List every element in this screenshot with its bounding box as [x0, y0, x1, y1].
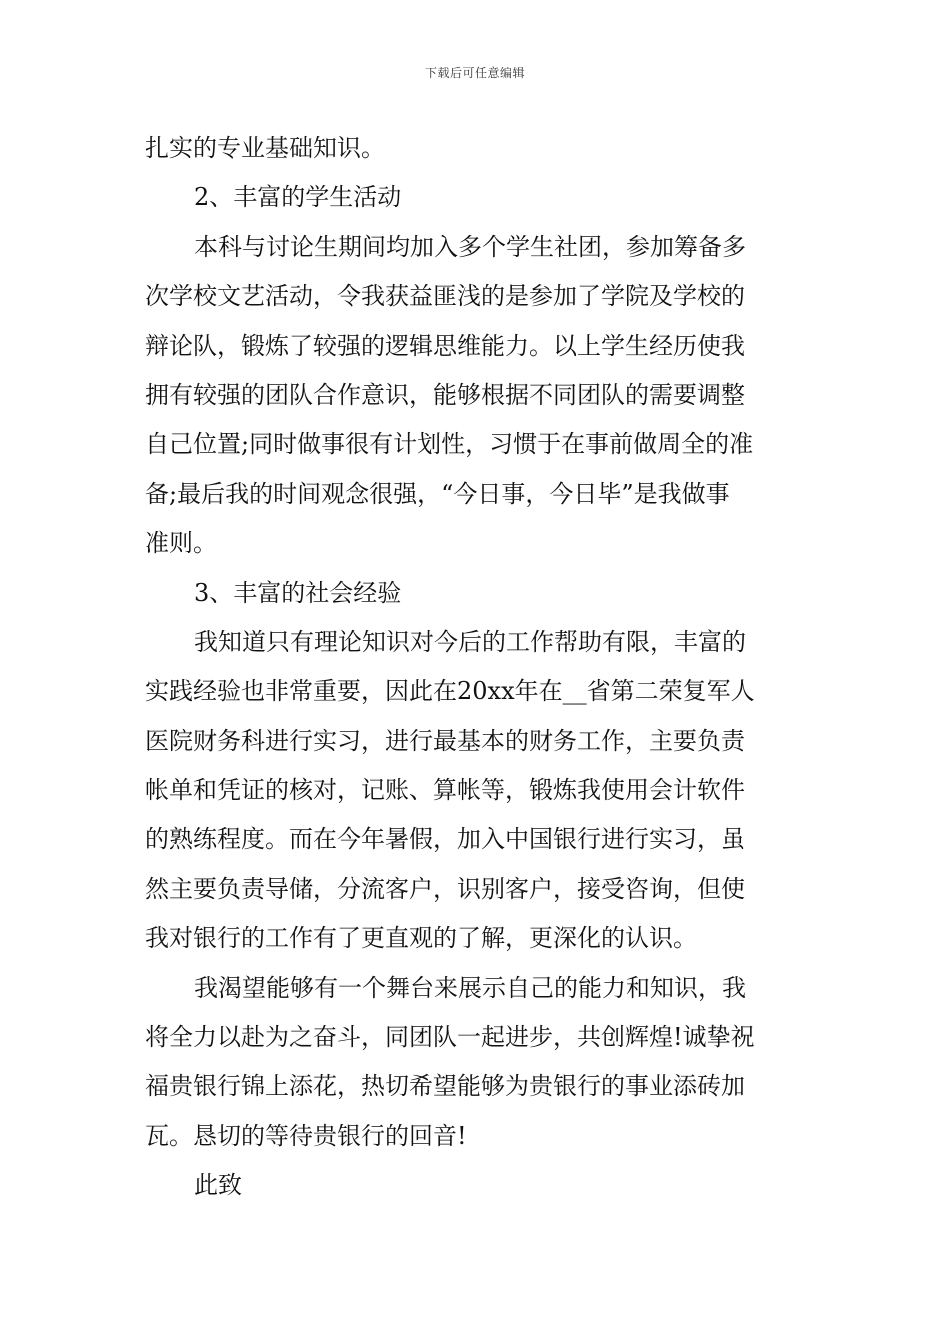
text-line: 次学校文艺活动，令我获益匪浅的是参加了学院及学校的 [145, 282, 745, 311]
closing-salutation: 此致 [194, 1171, 242, 1200]
document-body [145, 124, 810, 1211]
text-line: 医院财务科进行实习，进行最基本的财务工作，主要负责 [145, 726, 745, 755]
text-line: 自己位置;同时做事很有计划性，习惯于在事前做周全的准 [145, 430, 754, 459]
text-line: 然主要负责导储，分流客户，识别客户，接受咨询，但使 [145, 874, 745, 903]
paragraph-start: 我渴望能够有一个舞台来展示自己的能力和知识，我 [194, 973, 746, 1002]
text-line: 实践经验也非常重要，因此在20xx年在__省第二荣复军人 [145, 677, 755, 706]
page-header: 下载后可任意编辑 [424, 66, 525, 80]
text-line: 准则。 [145, 529, 217, 558]
text-line: 备;最后我的时间观念很强，“今日事，今日毕”是我做事 [145, 479, 730, 508]
text-line: 瓦。恳切的等待贵银行的回音! [145, 1121, 467, 1150]
section-heading-student-activities: 2、丰富的学生活动 [194, 183, 402, 212]
text-line: 辩论队，锻炼了较强的逻辑思维能力。以上学生经历使我 [145, 331, 745, 360]
text-line: 的熟练程度。而在今年暑假，加入中国银行进行实习，虽 [145, 825, 745, 854]
text-line: 我对银行的工作有了更直观的了解，更深化的认识。 [145, 924, 697, 953]
section-heading-social-experience: 3、丰富的社会经验 [194, 578, 402, 607]
paragraph-start: 我知道只有理论知识对今后的工作帮助有限，丰富的 [194, 627, 746, 656]
text-line: 将全力以赴为之奋斗，同团队一起进步，共创辉煌!诚挚祝 [145, 1023, 755, 1052]
text-line: 扎实的专业基础知识。 [145, 134, 385, 162]
text-line: 福贵银行锦上添花，热切希望能够为贵银行的事业添砖加 [145, 1072, 745, 1101]
text-line: 拥有较强的团队合作意识，能够根据不同团队的需要调整 [145, 380, 745, 409]
text-line: 帐单和凭证的核对，记账、算帐等，锻炼我使用会计软件 [145, 776, 745, 805]
paragraph-start: 本科与讨论生期间均加入多个学生社团，参加筹备多 [194, 232, 746, 261]
